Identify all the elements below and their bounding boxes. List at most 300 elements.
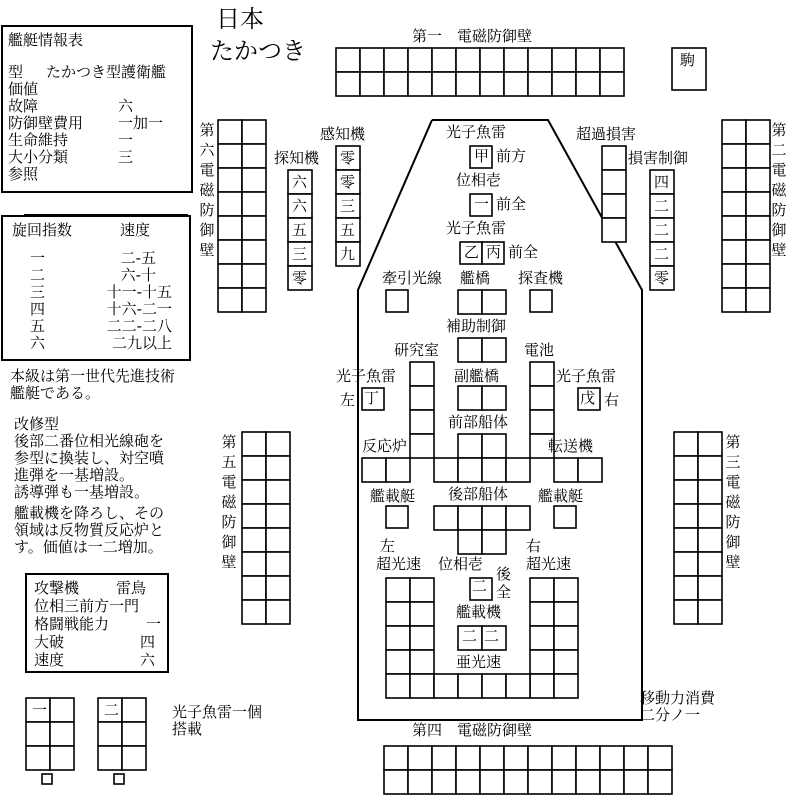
shield-1-box	[384, 48, 408, 72]
shield-2-box	[746, 216, 770, 240]
photon-torpedo-label: 光子魚雷	[446, 123, 507, 141]
craft-2-box	[122, 722, 146, 746]
warp-left-box	[410, 578, 434, 602]
warp-right-box	[554, 650, 578, 674]
shield-5-box	[242, 600, 266, 624]
tractor-box	[386, 290, 408, 312]
turn-index: 四	[30, 300, 46, 318]
shield-4-box	[600, 746, 624, 770]
note-line: 改修型	[14, 415, 60, 433]
shield-6-box	[242, 144, 266, 168]
shield-6-box	[218, 120, 242, 144]
scanner-value: 六	[292, 173, 308, 191]
shield-1-box	[480, 72, 504, 96]
scanner-label: 探知機	[274, 149, 320, 167]
damage-control-value: 二	[654, 221, 670, 239]
excess-damage-box	[602, 170, 626, 194]
craft-1-box	[50, 698, 74, 722]
transporter-box	[554, 458, 578, 482]
craft-label: 速度	[34, 651, 65, 669]
shield-4-box	[576, 746, 600, 770]
craft-value: 六	[140, 651, 156, 669]
forward-hull-label: 前部船体	[448, 413, 509, 431]
shuttle-right-box	[554, 506, 576, 528]
shield-1-box	[576, 72, 600, 96]
shield-6-box	[218, 264, 242, 288]
warp-right-box	[530, 626, 554, 650]
warp-right-box	[530, 650, 554, 674]
info-label: 大小分類	[8, 148, 69, 166]
warp-right-side: 右	[526, 537, 542, 555]
info-value: 六	[118, 97, 134, 115]
info-value: たかつき型護衛艦	[46, 63, 167, 81]
shield-6-box	[218, 144, 242, 168]
shield-2-box	[746, 144, 770, 168]
shield-2-box	[746, 240, 770, 264]
turn-speed: 二-五	[120, 249, 156, 267]
shield-4-label: 第四 電磁防御壁	[412, 721, 533, 739]
impulse-box	[458, 674, 482, 698]
shield-4-box	[504, 770, 528, 794]
warp-right-box	[530, 578, 554, 602]
shield-2-box	[722, 144, 746, 168]
warp-right-box	[554, 578, 578, 602]
shield-2-box	[722, 168, 746, 192]
reactor-box	[386, 458, 410, 482]
shield-1-box	[384, 72, 408, 96]
warp-left-box	[410, 626, 434, 650]
note-line: 艦艇である。	[10, 384, 101, 402]
shield-2-box	[746, 288, 770, 312]
sensor-value: 零	[340, 173, 356, 191]
turn-index: 一	[30, 249, 46, 267]
aft-hull-box	[482, 530, 506, 554]
hangar-val: 二	[462, 627, 478, 645]
shield-3-box	[698, 576, 722, 600]
shield-1-box	[552, 48, 576, 72]
battery-box	[530, 386, 554, 410]
aux-bridge-label: 副艦橋	[454, 367, 500, 385]
note-line: す。価値は一二増加。	[14, 538, 163, 556]
shield-5-box	[242, 432, 266, 456]
shield-5-box	[266, 480, 290, 504]
koma-label: 駒	[680, 51, 696, 69]
shield-6-box	[242, 288, 266, 312]
shield-1-box	[336, 72, 360, 96]
info-title: 艦艇情報表	[8, 31, 84, 49]
transporter-label: 転送機	[548, 437, 594, 455]
shield-1-box	[336, 48, 360, 72]
shield-4-box	[384, 746, 408, 770]
shield-4-box	[504, 746, 528, 770]
turn-index: 二	[30, 266, 46, 284]
warp-left-label: 超光速	[376, 555, 422, 573]
hangar-label: 艦載機	[456, 603, 502, 621]
phase-1-label: 位相壱	[456, 171, 502, 189]
photon-torpedo-label-2: 光子魚雷	[446, 219, 507, 237]
shield-3-box	[674, 528, 698, 552]
sensor-label: 感知機	[320, 125, 366, 143]
craft-value: 雷鳥	[116, 579, 147, 597]
shield-2-box	[722, 192, 746, 216]
shield-5-box	[266, 504, 290, 528]
warp-right-box	[554, 602, 578, 626]
info-label: 価値	[8, 80, 39, 98]
craft-2-box	[122, 698, 146, 722]
warp-left-side: 左	[380, 537, 396, 555]
craft-1-marker	[42, 774, 52, 784]
rear-phase-all: 全	[496, 583, 512, 601]
turn-index-header: 旋回指数	[12, 221, 73, 239]
craft-2-box	[98, 746, 122, 770]
shield-1-box	[504, 48, 528, 72]
shield-5-box	[242, 552, 266, 576]
info-value: 一	[118, 131, 134, 149]
info-value: 三	[118, 148, 134, 166]
torpedo-note: 光子魚雷一個	[172, 703, 263, 721]
torpedo-arc-label: 前全	[508, 243, 539, 261]
nation-label: 日本	[216, 5, 264, 33]
craft-card-label: 二	[104, 701, 120, 719]
shield-1-label: 第一 電磁防御壁	[412, 27, 533, 45]
shield-1-box	[600, 72, 624, 96]
warp-left-box	[386, 602, 410, 626]
shuttle-left-box	[386, 506, 408, 528]
shuttle-left-label: 艦載艇	[370, 487, 416, 505]
shield-4-box	[528, 770, 552, 794]
shield-1-box	[408, 72, 432, 96]
craft-2-box	[98, 722, 122, 746]
lab-box	[410, 434, 434, 458]
shield-5-box	[266, 576, 290, 600]
warp-left-box	[410, 602, 434, 626]
fwd-hull-box	[482, 434, 506, 458]
shield-3-box	[698, 456, 722, 480]
turn-speed: 二九以上	[111, 334, 172, 352]
aft-hull-box	[434, 506, 458, 530]
info-label: 生命維持	[8, 131, 69, 149]
shield-1-box	[432, 72, 456, 96]
aux-bridge-box	[482, 386, 506, 410]
shield-1-box	[480, 48, 504, 72]
craft-1-box	[50, 746, 74, 770]
warp-left-box	[386, 626, 410, 650]
shield-2-box	[722, 264, 746, 288]
shield-2-box	[746, 120, 770, 144]
aft-hull-box	[458, 530, 482, 554]
shield-4-box	[552, 770, 576, 794]
shield-6-box	[218, 192, 242, 216]
shield-4-box	[384, 770, 408, 794]
aux-bridge-box	[458, 386, 482, 410]
craft-label: 攻撃機	[34, 579, 80, 597]
shield-3-box	[674, 576, 698, 600]
damage-control-value: 零	[654, 269, 670, 287]
torpedo-tei: 丁	[364, 389, 380, 407]
damage-control-label: 損害制御	[628, 149, 689, 167]
battery-box	[530, 362, 554, 386]
shield-4-box	[456, 770, 480, 794]
shield-4-box	[408, 770, 432, 794]
shield-6-box	[242, 192, 266, 216]
shield-1-box	[360, 48, 384, 72]
scanner-value: 五	[292, 221, 308, 239]
note-line: 誘導弾も一基増設。	[14, 483, 150, 501]
shield-3-box	[674, 432, 698, 456]
lab-box	[410, 362, 434, 386]
aux-control-label: 補助制御	[446, 317, 507, 335]
info-value: 一加一	[118, 114, 164, 132]
tractor-label: 牽引光線	[382, 269, 443, 287]
shield-3-box	[674, 504, 698, 528]
excess-damage-box	[602, 146, 626, 170]
shield-3-box	[698, 504, 722, 528]
aft-hull-box	[482, 506, 506, 530]
shield-4-box	[624, 746, 648, 770]
warp-left-box	[410, 674, 434, 698]
excess-damage-box	[602, 218, 626, 242]
shield-6-box	[242, 240, 266, 264]
craft-label: 格闘戦能力	[34, 615, 110, 633]
shield-6-box	[242, 264, 266, 288]
forward-label: 前方	[496, 147, 527, 165]
info-label: 故障	[8, 97, 39, 115]
shield-4-box	[480, 770, 504, 794]
fwd-hull-box	[506, 458, 530, 482]
turn-speed-header: 速度	[120, 221, 151, 239]
shield-5-box	[242, 456, 266, 480]
shield-4-box	[528, 746, 552, 770]
shield-3-box	[674, 600, 698, 624]
shuttle-right-label: 艦載艇	[538, 487, 584, 505]
torpedo-hei: 丙	[486, 243, 502, 261]
reactor-box	[362, 458, 386, 482]
warp-right-box	[554, 626, 578, 650]
bridge-box	[482, 290, 506, 314]
lab-label: 研究室	[394, 341, 440, 359]
excess-damage-label: 超過損害	[576, 125, 637, 143]
shield-3-box	[698, 432, 722, 456]
left-label: 左	[340, 391, 356, 409]
shield-3-box	[698, 480, 722, 504]
shield-1-box	[432, 48, 456, 72]
shield-6-box	[242, 216, 266, 240]
left-torpedo-label: 光子魚雷	[336, 367, 397, 385]
turn-speed: 十六-二一	[106, 300, 172, 318]
battery-label: 電池	[524, 341, 555, 359]
shield-4-box	[456, 746, 480, 770]
reactor-label: 反応炉	[362, 437, 408, 455]
warp-right-box	[530, 674, 554, 698]
excess-damage-box	[602, 194, 626, 218]
warp-left-box	[410, 650, 434, 674]
shield-1-box	[552, 72, 576, 96]
shield-1-box	[600, 48, 624, 72]
turn-index: 六	[30, 334, 46, 352]
note-line: 参型に換装し、対空噴	[14, 449, 165, 467]
shield-2-box	[746, 192, 770, 216]
sensor-value: 九	[340, 245, 356, 263]
shield-5-box	[266, 456, 290, 480]
shield-2-box	[722, 240, 746, 264]
shield-1-box	[360, 72, 384, 96]
warp-left-box	[386, 650, 410, 674]
fwd-hull-box	[482, 458, 506, 482]
turn-speed: 二二-二八	[106, 317, 172, 335]
craft-2-box	[122, 746, 146, 770]
shield-5-box	[266, 528, 290, 552]
right-label: 右	[604, 391, 620, 409]
probe-label: 探査機	[518, 269, 564, 287]
shield-4-box	[480, 746, 504, 770]
shield-1-box	[504, 72, 528, 96]
shield-4-box	[648, 746, 672, 770]
scanner-value: 零	[292, 269, 308, 287]
damage-control-value: 二	[654, 245, 670, 263]
lab-box	[410, 386, 434, 410]
note-line: 艦載機を降ろし、その	[14, 504, 165, 522]
damage-control-value: 四	[654, 173, 670, 191]
info-label: 型	[8, 63, 24, 81]
shield-4-box	[576, 770, 600, 794]
rear-phase-ni: 二	[472, 577, 488, 595]
aux-control-box	[482, 338, 506, 362]
shield-4-box	[552, 746, 576, 770]
craft-card-label: 一	[32, 701, 48, 719]
torpedo-otsu: 乙	[464, 243, 480, 261]
shield-3-label: 第三電磁防御壁	[725, 433, 741, 571]
shield-4-box	[624, 770, 648, 794]
shield-1-box	[528, 72, 552, 96]
shield-4-box	[432, 770, 456, 794]
craft-2-marker	[114, 774, 124, 784]
rear-phase-label: 位相壱	[438, 555, 484, 573]
craft-value: 四	[140, 633, 156, 651]
aft-hull-box	[506, 506, 530, 530]
rear-phase-back: 後	[496, 565, 512, 583]
lab-box	[410, 410, 434, 434]
aft-hull-label: 後部船体	[448, 485, 509, 503]
craft-label: 大破	[34, 633, 65, 651]
transporter-box	[578, 458, 602, 482]
warp-left-box	[386, 578, 410, 602]
fwd-hull-box	[458, 434, 482, 458]
sensor-value: 零	[340, 149, 356, 167]
shield-5-box	[266, 552, 290, 576]
shield-2-box	[722, 120, 746, 144]
shield-1-box	[576, 48, 600, 72]
right-torpedo-label: 光子魚雷	[556, 367, 617, 385]
impulse-box	[482, 674, 506, 698]
shield-6-box	[242, 120, 266, 144]
shield-6-box	[218, 216, 242, 240]
shield-4-box	[432, 746, 456, 770]
shield-1-box	[456, 48, 480, 72]
shield-2-box	[722, 216, 746, 240]
scanner-value: 六	[292, 197, 308, 215]
info-label: 参照	[8, 165, 39, 183]
warp-right-box	[530, 602, 554, 626]
sensor-value: 三	[340, 197, 356, 215]
note-line: 本級は第一世代先進技術	[10, 367, 176, 385]
shield-1-box	[456, 72, 480, 96]
shield-5-box	[242, 528, 266, 552]
shield-5-box	[242, 576, 266, 600]
shield-6-label: 第六電磁防御壁	[199, 121, 215, 259]
shield-3-box	[674, 552, 698, 576]
turn-speed: 六-十	[120, 266, 156, 284]
battery-box	[530, 410, 554, 434]
shield-4-box	[600, 770, 624, 794]
shield-3-box	[698, 600, 722, 624]
aft-hull-box	[458, 506, 482, 530]
torpedo-kou: 甲	[474, 147, 490, 165]
craft-1-box	[26, 722, 50, 746]
phase-arc-label: 前全	[496, 195, 527, 213]
shield-2-box	[746, 168, 770, 192]
turn-index: 三	[30, 283, 46, 301]
scanner-value: 三	[292, 245, 308, 263]
shield-3-box	[698, 528, 722, 552]
shield-3-box	[674, 456, 698, 480]
shield-4-box	[408, 746, 432, 770]
shield-2-box	[722, 288, 746, 312]
shield-1-box	[408, 48, 432, 72]
shield-3-box	[698, 552, 722, 576]
ship-name: たかつき	[210, 37, 306, 65]
craft-1-box	[26, 746, 50, 770]
shield-5-label: 第五電磁防御壁	[221, 433, 237, 571]
shield-6-box	[242, 168, 266, 192]
impulse-box	[434, 674, 458, 698]
phase-ichi: 一	[474, 195, 490, 213]
sensor-value: 五	[340, 221, 356, 239]
turn-index: 五	[30, 317, 46, 335]
shield-6-box	[218, 240, 242, 264]
shield-3-box	[674, 480, 698, 504]
shield-2-box	[746, 264, 770, 288]
hangar-val: 二	[484, 627, 500, 645]
fwd-hull-box	[458, 458, 482, 482]
shield-6-box	[218, 168, 242, 192]
impulse-box	[506, 674, 530, 698]
impulse-label: 亜光速	[456, 653, 502, 671]
bridge-label: 艦橋	[460, 269, 491, 287]
note-line: 後部二番位相光線砲を	[14, 432, 165, 450]
turn-speed: 十一-十五	[106, 283, 172, 301]
shield-2-label: 第二電磁防御壁	[771, 121, 787, 259]
fwd-hull-box	[434, 458, 458, 482]
warp-right-label: 超光速	[526, 555, 572, 573]
probe-box	[530, 290, 552, 312]
movement-note: 移動力消費	[640, 689, 716, 707]
shield-4-box	[648, 770, 672, 794]
shield-6-box	[218, 288, 242, 312]
warp-right-box	[554, 674, 578, 698]
craft-value: 一	[146, 615, 162, 633]
movement-note: 二分ノ一	[640, 706, 701, 724]
torpedo-note: 搭載	[172, 720, 203, 738]
shield-5-box	[266, 600, 290, 624]
note-line: 領域は反物質反応炉と	[14, 521, 165, 539]
craft-1-box	[50, 722, 74, 746]
shield-1-box	[528, 48, 552, 72]
shield-5-box	[266, 432, 290, 456]
shield-5-box	[242, 504, 266, 528]
note-line: 進弾を一基増設。	[14, 466, 135, 484]
info-label: 防御壁費用	[8, 114, 84, 132]
craft-label: 位相三前方一門	[34, 597, 140, 615]
